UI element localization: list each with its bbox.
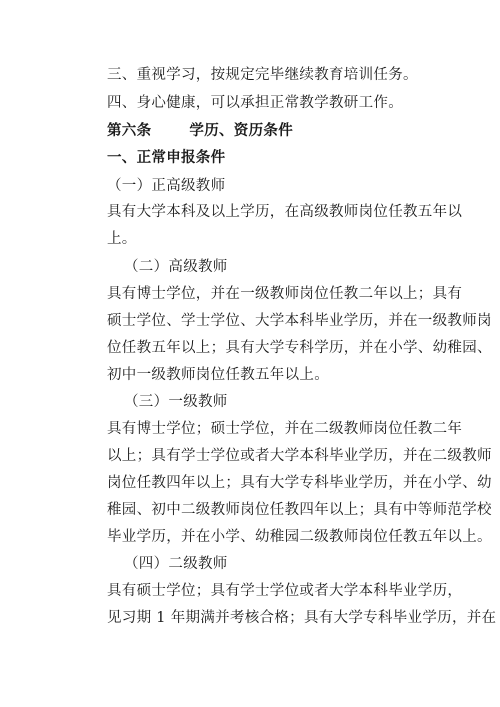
- paragraph-line: 见习期 1 年期满并考核合格；具有大学专科毕业学历，并在: [107, 610, 497, 626]
- paragraph-item-three: 三、重视学习，按规定完毕继续教育培训任务。: [107, 67, 418, 83]
- paragraph-line: 硕士学位、学士学位、大学本科毕业学历，并在一级教师岗: [107, 313, 492, 329]
- article-number: 第六条: [107, 123, 152, 139]
- paragraph-line: 具有硕士学位；具有学士学位或者大学本科毕业学历，: [107, 583, 463, 599]
- paragraph-line: 上。: [107, 231, 137, 247]
- paragraph-line: 岗位任教四年以上；具有大学专科毕业学历，并在小学、幼: [107, 475, 492, 491]
- article-title: 学历、资历条件: [189, 123, 294, 139]
- paragraph-item-four: 四、身心健康，可以承担正常教学教研工作。: [107, 95, 403, 111]
- paragraph-line: 毕业学历，并在小学、幼稚园二级教师岗位任教五年以上。: [107, 529, 492, 545]
- paragraph-line: 具有博士学位，并在一级教师岗位任教二年以上；具有: [107, 286, 463, 302]
- subheading-first-grade-teacher: （三）一级教师: [124, 394, 228, 410]
- paragraph-line: 具有大学本科及以上学历，在高级教师岗位任教五年以: [107, 204, 463, 220]
- subheading-senior-teacher: （二）高级教师: [124, 259, 228, 275]
- section-heading-normal-conditions: 一、正常申报条件: [107, 150, 226, 166]
- article-heading: [107, 121, 293, 141]
- paragraph-line: 以上；具有学士学位或者大学本科毕业学历，并在二级教师: [107, 448, 492, 464]
- paragraph-line: 稚园、初中二级教师岗位任教四年以上；具有中等师范学校: [107, 502, 492, 518]
- paragraph-line: 具有博士学位；硕士学位，并在二级教师岗位任教二年: [107, 421, 463, 437]
- paragraph-line: 初中一级教师岗位任教五年以上。: [107, 367, 329, 383]
- subheading-senior-grade-teacher: （一）正高级教师: [107, 178, 226, 194]
- subheading-second-grade-teacher: （四）二级教师: [124, 556, 228, 572]
- paragraph-line: 位任教五年以上；具有大学专科学历，并在小学、幼稚园、: [107, 340, 492, 356]
